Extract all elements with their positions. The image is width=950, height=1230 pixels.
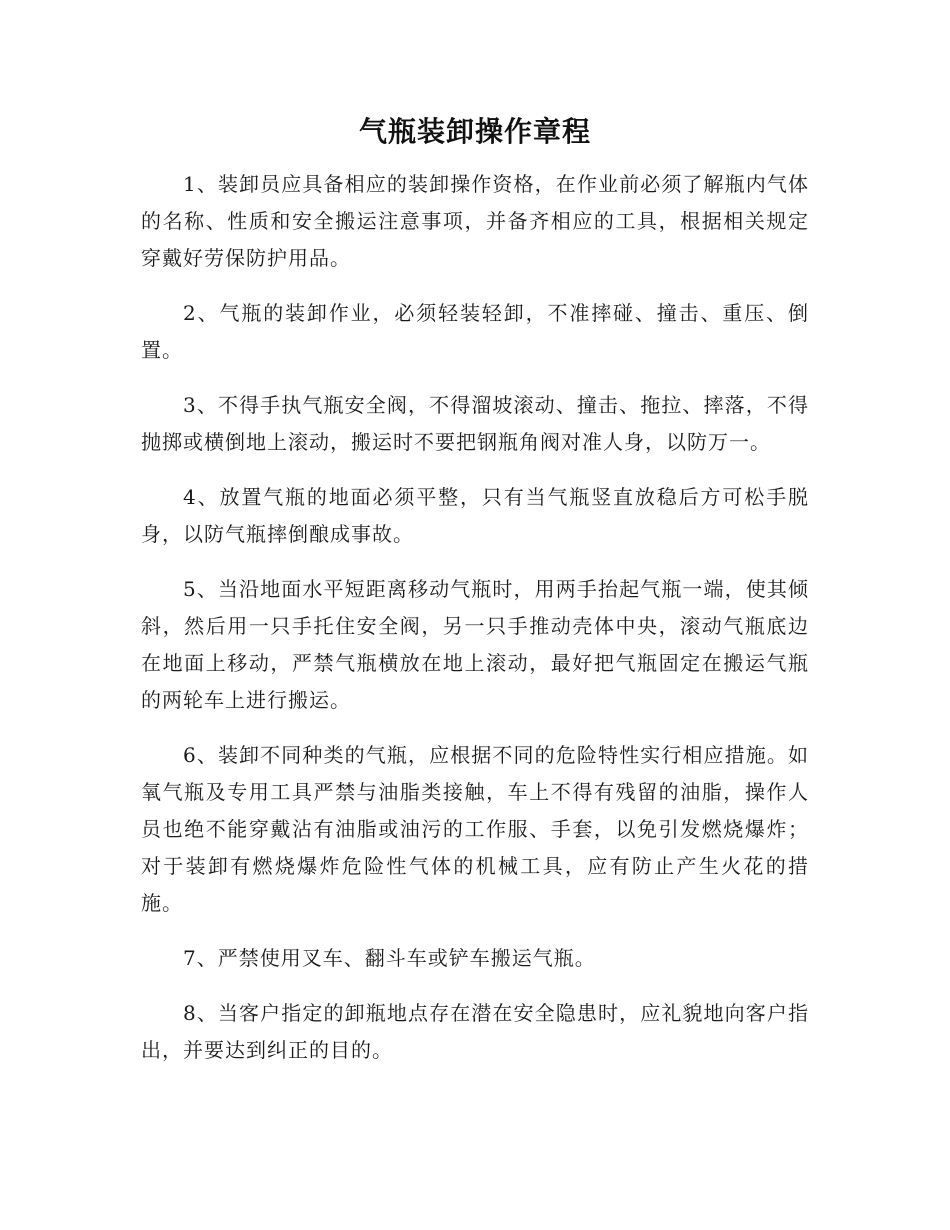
- paragraph-5: 5、当沿地面水平短距离移动气瓶时，用两手抬起气瓶一端，使其倾斜，然后用一只手托住安全阀，另一只手推动壳体中央，滚动气瓶底边在地面上移动，严禁气瓶横放在地上滚动，最好把气瓶固定在搬运气瓶的两轮车上进行搬运。: [141, 577, 809, 712]
- paragraph-7: 7、严禁使用叉车、翻斗车或铲车搬运气瓶。: [183, 946, 596, 970]
- paragraph-1: 1、装卸员应具备相应的装卸操作资格，在作业前必须了解瓶内气体的名称、性质和安全搬运注意事项，并备齐相应的工具，根据相关规定穿戴好劳保防护用品。: [141, 172, 809, 270]
- paragraph-6: 6、装卸不同种类的气瓶，应根据不同的危险特性实行相应措施。如氧气瓶及专用工具严禁与油脂类接触，车上不得有残留的油脂，操作人员也绝不能穿戴沾有油脂或油污的工作服、手套，以免引发燃烧爆炸；对于装卸有燃烧爆炸危险性气体的机械工具，应有防止产生火花的措施。: [141, 743, 809, 915]
- paragraph-8: 8、当客户指定的卸瓶地点存在潜在安全隐患时，应礼貌地向客户指出，并要达到纠正的目的。: [141, 1001, 809, 1062]
- page-title: 气瓶装卸操作章程: [358, 115, 591, 148]
- document-body: [141, 166, 809, 1087]
- paragraph-2: 2、气瓶的装卸作业，必须轻装轻卸，不准摔碰、撞击、重压、倒置。: [141, 301, 809, 362]
- paragraph-3: 3、不得手执气瓶安全阀，不得溜坡滚动、撞击、拖拉、摔落，不得抛掷或横倒地上滚动，搬运时不要把钢瓶角阀对准人身，以防万一。: [141, 393, 809, 454]
- paragraph-4: 4、放置气瓶的地面必须平整，只有当气瓶竖直放稳后方可松手脱身，以防气瓶摔倒酿成事故。: [141, 485, 809, 546]
